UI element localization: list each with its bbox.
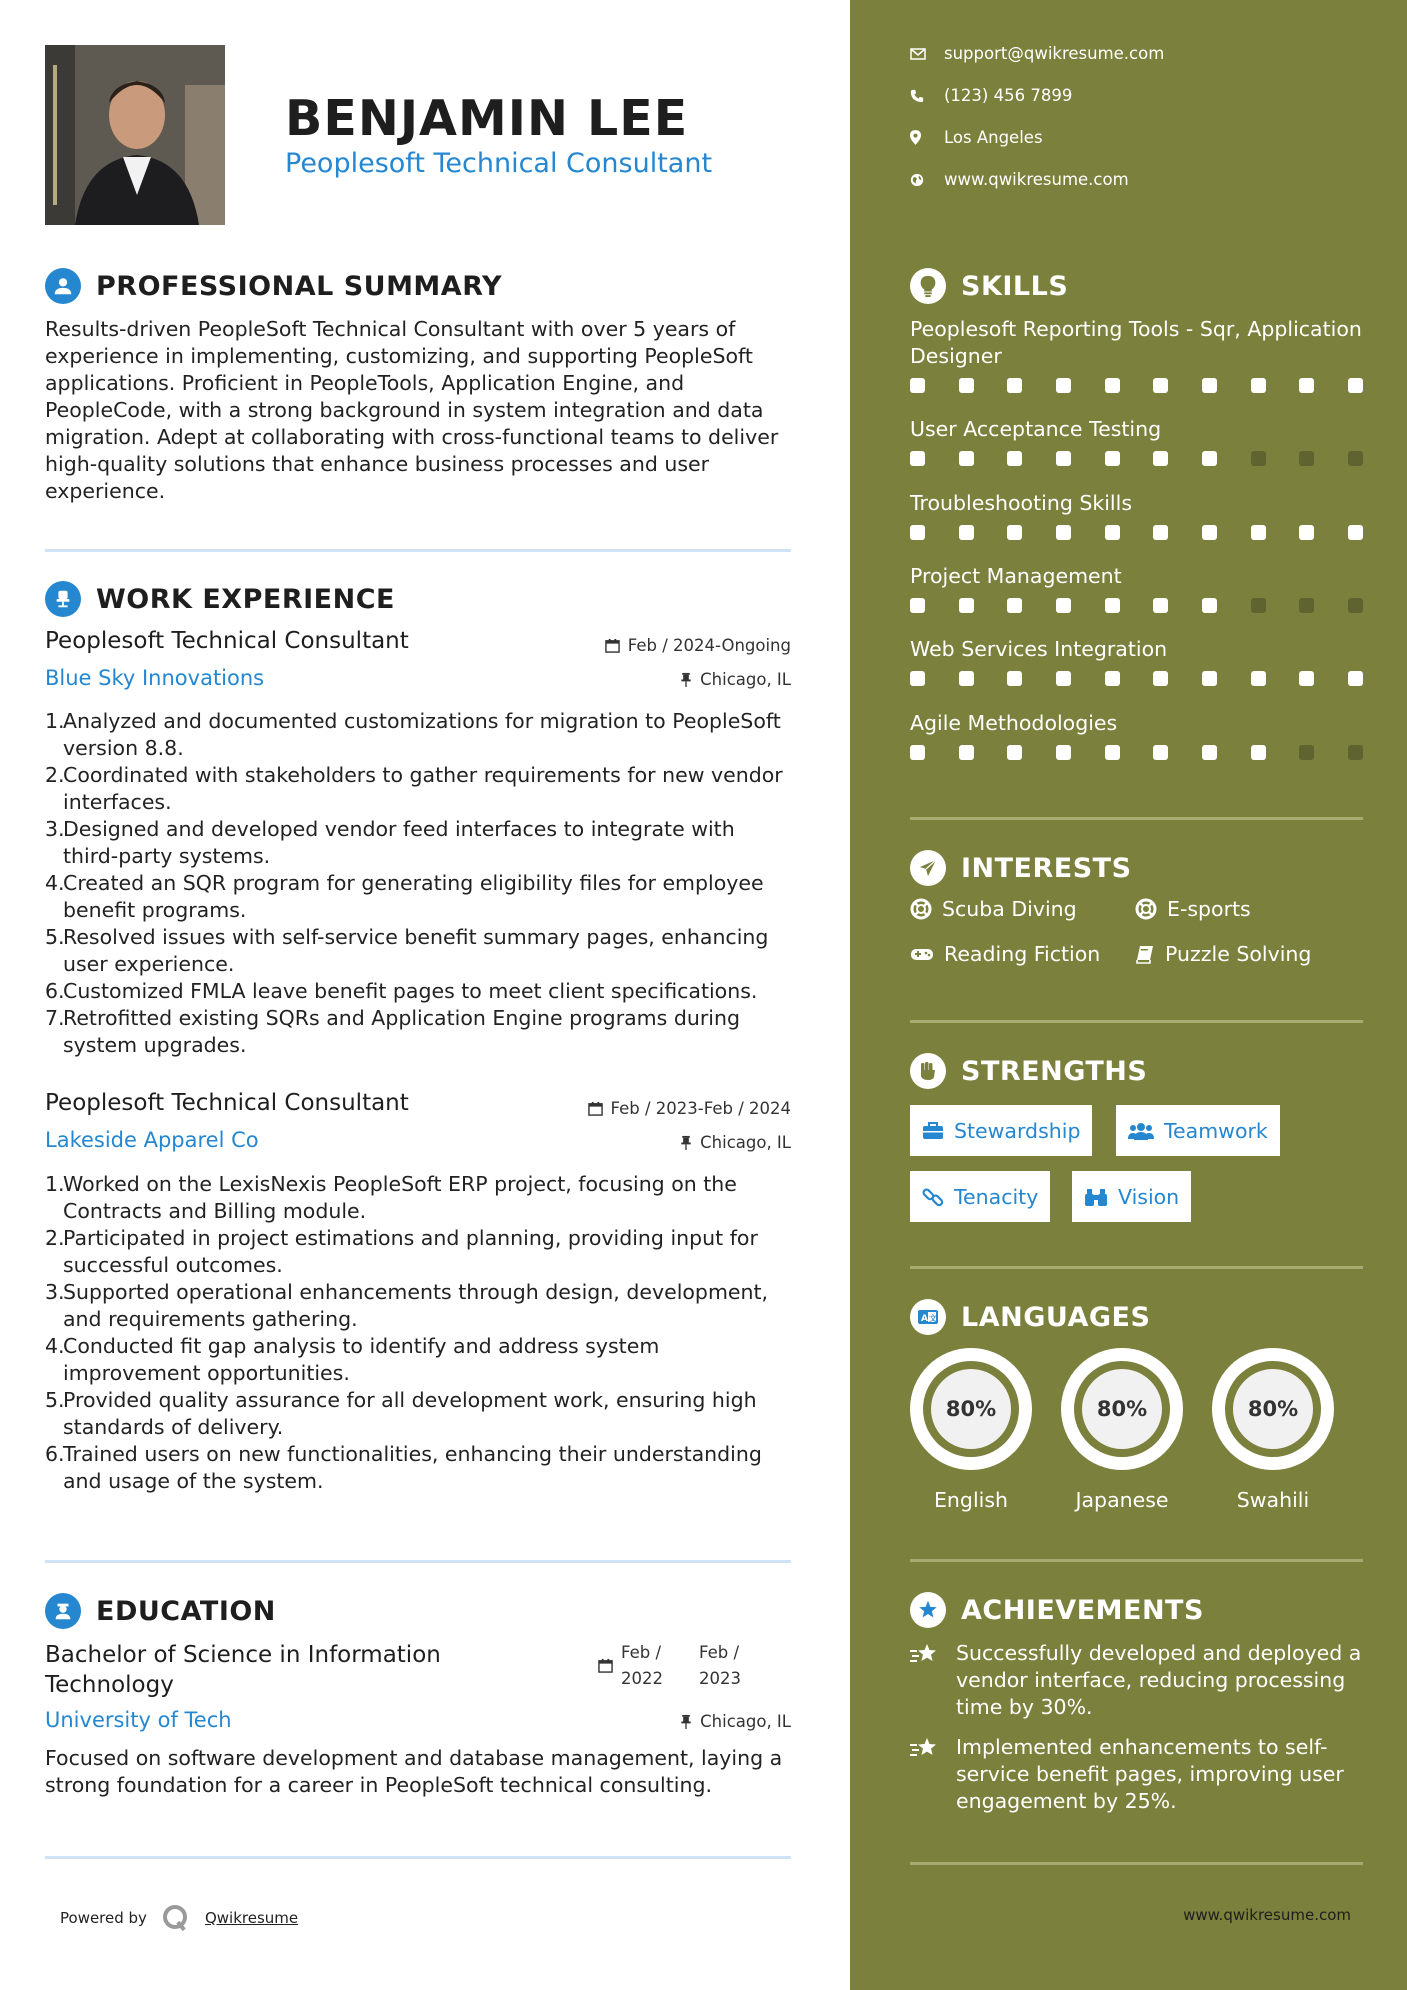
star-badge-icon bbox=[910, 1592, 946, 1628]
rating-dot-filled bbox=[1153, 598, 1168, 613]
list-item: 5. Provided quality assurance for all development work, ensuring high standards of delivery. bbox=[45, 1388, 757, 1439]
degree-title: Bachelor of Science in Information Technology bbox=[45, 1642, 441, 1698]
contact-phone-text: (123) 456 7899 bbox=[944, 86, 1073, 105]
rating-dot-filled bbox=[1202, 598, 1217, 613]
rating-dot-filled bbox=[1007, 598, 1022, 613]
rating-dot-empty bbox=[1348, 745, 1363, 760]
language-name: Swahili bbox=[1236, 1488, 1310, 1512]
candidate-title: Peoplesoft Technical Consultant bbox=[285, 148, 713, 179]
language-progress-ring bbox=[910, 1348, 1032, 1470]
rating-dot-filled bbox=[959, 745, 974, 760]
education-location bbox=[680, 1712, 791, 1731]
language-percent: 80% bbox=[1233, 1369, 1313, 1449]
powered-by bbox=[60, 1903, 298, 1933]
calendar-icon bbox=[588, 1101, 603, 1116]
rating-dot-empty bbox=[1251, 451, 1266, 466]
user-icon bbox=[45, 268, 81, 304]
skill-rating bbox=[910, 525, 1363, 540]
skill-rating bbox=[910, 378, 1363, 393]
skill-name: Agile Methodologies bbox=[910, 711, 1118, 735]
rating-dot-filled bbox=[910, 745, 925, 760]
pin-icon bbox=[680, 1714, 692, 1729]
rating-dot-filled bbox=[1105, 525, 1120, 540]
rating-dot-filled bbox=[1251, 745, 1266, 760]
rating-dot-filled bbox=[1348, 525, 1363, 540]
rating-dot-filled bbox=[1251, 378, 1266, 393]
rating-dot-empty bbox=[1251, 598, 1266, 613]
profile-photo bbox=[45, 45, 225, 225]
language-progress-ring bbox=[1061, 1348, 1183, 1470]
phone-icon bbox=[910, 89, 944, 103]
translate-icon bbox=[910, 1299, 946, 1335]
rating-dot-filled bbox=[1202, 745, 1217, 760]
section-divider bbox=[910, 1020, 1363, 1023]
skill-item bbox=[910, 490, 1370, 540]
achievement-text: Implemented enhancements to self-service benefit pages, improving user engagement by 25%. bbox=[956, 1735, 1344, 1813]
rating-dot-filled bbox=[1348, 378, 1363, 393]
list-item: 1. Worked on the LexisNexis PeopleSoft ERP project, focusing on the Contracts and Billing module. bbox=[45, 1172, 737, 1223]
languages-heading bbox=[910, 1299, 1150, 1335]
job-title: Peoplesoft Technical Consultant bbox=[45, 628, 409, 654]
strength-badge bbox=[910, 1105, 1092, 1156]
skills-title: SKILLS bbox=[961, 270, 1069, 302]
experience-heading bbox=[45, 581, 395, 617]
qwikresume-link[interactable]: Qwikresume bbox=[204, 1909, 299, 1927]
rating-dot-filled bbox=[1348, 671, 1363, 686]
rating-dot-filled bbox=[1056, 671, 1071, 686]
contact-website-text: www.qwikresume.com bbox=[944, 170, 1129, 189]
contact-email-text: support@qwikresume.com bbox=[944, 44, 1165, 63]
interest-item bbox=[1135, 942, 1311, 966]
rating-dot-filled bbox=[1202, 451, 1217, 466]
list-item: 3. Supported operational enhancements through design, development, and requirements gathering. bbox=[45, 1280, 769, 1331]
achievements-heading bbox=[910, 1592, 1204, 1628]
fist-icon bbox=[910, 1053, 946, 1089]
graduate-icon bbox=[45, 1593, 81, 1629]
rating-dot-empty bbox=[1299, 598, 1314, 613]
rating-dot-filled bbox=[910, 451, 925, 466]
life-ring-icon bbox=[910, 898, 932, 920]
rating-dot-filled bbox=[1299, 525, 1314, 540]
skill-item bbox=[910, 416, 1370, 466]
globe-icon bbox=[910, 173, 944, 187]
qwikresume-logo-icon bbox=[161, 1903, 191, 1933]
rating-dot-filled bbox=[1007, 671, 1022, 686]
skill-name: Peoplesoft Reporting Tools - Sqr, Application Designer bbox=[910, 317, 1362, 368]
language-progress-ring bbox=[1212, 1348, 1334, 1470]
education-start-date: Feb / 2022 bbox=[621, 1643, 663, 1688]
company-name: Lakeside Apparel Co bbox=[45, 1128, 259, 1152]
job-dates bbox=[605, 636, 791, 655]
skill-name: Web Services Integration bbox=[910, 637, 1168, 661]
sidebar bbox=[850, 0, 1407, 1990]
rating-dot-filled bbox=[1007, 525, 1022, 540]
briefcase-icon bbox=[922, 1122, 944, 1140]
education-title: EDUCATION bbox=[96, 1595, 276, 1627]
achievement-item bbox=[910, 1640, 1370, 1721]
rating-dot-filled bbox=[1105, 378, 1120, 393]
achievements-title: ACHIEVEMENTS bbox=[961, 1594, 1204, 1626]
experience-title: WORK EXPERIENCE bbox=[96, 583, 395, 615]
job-location bbox=[680, 670, 791, 689]
rating-dot-filled bbox=[1007, 451, 1022, 466]
education-description: Focused on software development and database management, laying a strong foundation for a career in PeopleSoft technical consulting. bbox=[45, 1746, 783, 1797]
skill-item bbox=[910, 563, 1370, 613]
contact-email bbox=[910, 44, 1164, 63]
shooting-star-icon bbox=[910, 1640, 956, 1721]
rating-dot-filled bbox=[1251, 671, 1266, 686]
skill-rating bbox=[910, 745, 1363, 760]
list-item: 2. Participated in project estimations and planning, providing input for successful outcomes. bbox=[45, 1226, 758, 1277]
section-divider bbox=[45, 549, 791, 552]
rating-dot-filled bbox=[959, 598, 974, 613]
job-duties-list bbox=[45, 708, 795, 1059]
skills-heading bbox=[910, 268, 1068, 304]
footer-site[interactable]: www.qwikresume.com bbox=[1183, 1906, 1351, 1924]
users-icon bbox=[1128, 1122, 1154, 1140]
interest-label: Scuba Diving bbox=[942, 897, 1077, 921]
chair-icon bbox=[45, 581, 81, 617]
interests-heading bbox=[910, 850, 1132, 886]
achievement-item bbox=[910, 1734, 1370, 1815]
rating-dot-empty bbox=[1348, 451, 1363, 466]
rating-dot-filled bbox=[1299, 378, 1314, 393]
interest-label: Reading Fiction bbox=[944, 942, 1101, 966]
education-dates bbox=[598, 1640, 769, 1692]
list-item: 6. Trained users on new functionalities, enhancing their understanding and usage of the system. bbox=[45, 1442, 762, 1493]
strengths-heading bbox=[910, 1053, 1147, 1089]
rating-dot-empty bbox=[1299, 745, 1314, 760]
life-ring-icon bbox=[1135, 898, 1157, 920]
rating-dot-filled bbox=[1056, 525, 1071, 540]
svg-text:A: A bbox=[921, 1314, 928, 1324]
rating-dot-filled bbox=[1056, 745, 1071, 760]
list-item: 5. Resolved issues with self-service benefit summary pages, enhancing user experience. bbox=[45, 925, 769, 976]
gamepad-icon bbox=[910, 946, 934, 962]
strength-label: Tenacity bbox=[954, 1184, 1039, 1209]
rating-dot-filled bbox=[1153, 378, 1168, 393]
interest-item bbox=[910, 942, 1100, 966]
contact-location-text: Los Angeles bbox=[944, 128, 1043, 147]
rating-dot-filled bbox=[1153, 745, 1168, 760]
rating-dot-filled bbox=[1202, 378, 1217, 393]
job-dates-text: Feb / 2024-Ongoing bbox=[627, 636, 791, 655]
list-item: 4. Created an SQR program for generating eligibility files for employee benefit programs. bbox=[45, 871, 764, 922]
skill-rating bbox=[910, 451, 1363, 466]
section-divider bbox=[910, 1559, 1363, 1562]
rating-dot-filled bbox=[1299, 671, 1314, 686]
job-dates-text: Feb / 2023-Feb / 2024 bbox=[610, 1099, 791, 1118]
envelope-icon bbox=[910, 48, 944, 60]
languages-title: LANGUAGES bbox=[961, 1301, 1151, 1333]
svg-text:文: 文 bbox=[929, 1314, 937, 1323]
interest-item bbox=[1135, 897, 1251, 921]
language-item bbox=[1212, 1348, 1334, 1512]
rating-dot-filled bbox=[1202, 525, 1217, 540]
rating-dot-filled bbox=[910, 525, 925, 540]
language-percent: 80% bbox=[931, 1369, 1011, 1449]
list-item: 4. Conducted fit gap analysis to identify and address system improvement opportunities. bbox=[45, 1334, 660, 1385]
rating-dot-filled bbox=[1105, 598, 1120, 613]
rating-dot-filled bbox=[1056, 451, 1071, 466]
rating-dot-filled bbox=[1105, 671, 1120, 686]
summary-text: Results-driven PeopleSoft Technical Consultant with over 5 years of experience in implementing, customizing, and supporting PeopleSoft applications. Proficient in PeopleTools, Application Engine, and PeopleCode, with a strong background in system integration and data migration. Adept at collaborating with cross-functional teams to deliver high-quality solutions that enhance business processes and user experience. bbox=[45, 317, 779, 503]
rating-dot-filled bbox=[1056, 598, 1071, 613]
rating-dot-filled bbox=[910, 598, 925, 613]
list-item: 2. Coordinated with stakeholders to gather requirements for new vendor interfaces. bbox=[45, 763, 783, 814]
summary-heading bbox=[45, 268, 502, 304]
job-duties-list bbox=[45, 1171, 795, 1495]
skill-item bbox=[910, 636, 1370, 686]
rating-dot-filled bbox=[1153, 451, 1168, 466]
skill-rating bbox=[910, 671, 1363, 686]
contact-location bbox=[910, 128, 1043, 147]
education-location-text: Chicago, IL bbox=[700, 1712, 791, 1731]
skill-rating bbox=[910, 598, 1363, 613]
interest-label: Puzzle Solving bbox=[1165, 942, 1312, 966]
rating-dot-filled bbox=[1251, 525, 1266, 540]
list-item: 3. Designed and developed vendor feed interfaces to integrate with third-party systems. bbox=[45, 817, 735, 868]
company-name: Blue Sky Innovations bbox=[45, 666, 265, 690]
paper-plane-icon bbox=[910, 850, 946, 886]
strength-badge bbox=[910, 1171, 1050, 1222]
calendar-icon bbox=[605, 638, 620, 653]
binoculars-icon bbox=[1084, 1187, 1108, 1207]
strength-label: Stewardship bbox=[954, 1118, 1081, 1143]
language-name: English bbox=[933, 1488, 1009, 1512]
school-name: University of Tech bbox=[45, 1708, 232, 1732]
section-divider bbox=[45, 1856, 791, 1859]
contact-website bbox=[910, 170, 1129, 189]
language-item bbox=[910, 1348, 1032, 1512]
interests-title: INTERESTS bbox=[961, 852, 1132, 884]
book-icon bbox=[1135, 944, 1155, 964]
rating-dot-filled bbox=[910, 671, 925, 686]
rating-dot-filled bbox=[1105, 451, 1120, 466]
job-location bbox=[680, 1133, 791, 1152]
summary-title: PROFESSIONAL SUMMARY bbox=[96, 270, 503, 302]
list-item: 6. Customized FMLA leave benefit pages to meet client specifications. bbox=[45, 979, 758, 1003]
language-name: Japanese bbox=[1075, 1488, 1169, 1512]
lightbulb-icon bbox=[910, 268, 946, 304]
list-item: 1. Analyzed and documented customizations for migration to PeopleSoft version 8.8. bbox=[45, 709, 781, 760]
achievement-text: Successfully developed and deployed a vendor interface, reducing processing time by 30%. bbox=[956, 1641, 1362, 1719]
rating-dot-filled bbox=[1007, 745, 1022, 760]
strength-label: Vision bbox=[1118, 1184, 1180, 1209]
education-end-date: Feb / 2023 bbox=[699, 1643, 741, 1688]
strength-badge bbox=[1072, 1171, 1191, 1222]
interest-item bbox=[910, 897, 1077, 921]
rating-dot-filled bbox=[959, 671, 974, 686]
rating-dot-empty bbox=[1299, 451, 1314, 466]
section-divider bbox=[910, 817, 1363, 820]
skill-item bbox=[910, 710, 1370, 760]
job-location-text: Chicago, IL bbox=[700, 1133, 791, 1152]
section-divider bbox=[910, 1266, 1363, 1269]
map-marker-icon bbox=[910, 130, 944, 145]
skill-name: Project Management bbox=[910, 564, 1122, 588]
powered-by-label: Powered by bbox=[60, 1909, 147, 1927]
rating-dot-filled bbox=[910, 378, 925, 393]
section-divider bbox=[45, 1560, 791, 1563]
calendar-icon bbox=[598, 1658, 613, 1673]
section-divider bbox=[910, 1862, 1363, 1865]
shooting-star-icon bbox=[910, 1734, 956, 1815]
rating-dot-filled bbox=[1007, 378, 1022, 393]
skill-name: User Acceptance Testing bbox=[910, 417, 1162, 441]
strength-badge bbox=[1116, 1105, 1280, 1156]
skill-item bbox=[910, 316, 1370, 393]
rating-dot-filled bbox=[1105, 745, 1120, 760]
language-percent: 80% bbox=[1082, 1369, 1162, 1449]
strength-label: Teamwork bbox=[1164, 1118, 1268, 1143]
rating-dot-filled bbox=[1202, 671, 1217, 686]
job-location-text: Chicago, IL bbox=[700, 670, 791, 689]
rating-dot-filled bbox=[1153, 525, 1168, 540]
pin-icon bbox=[680, 1135, 692, 1150]
contact-phone bbox=[910, 86, 1072, 105]
skill-name: Troubleshooting Skills bbox=[910, 491, 1133, 515]
job-dates bbox=[588, 1099, 791, 1118]
rating-dot-filled bbox=[959, 378, 974, 393]
language-item bbox=[1061, 1348, 1183, 1512]
rating-dot-empty bbox=[1348, 598, 1363, 613]
candidate-name: BENJAMIN LEE bbox=[285, 90, 689, 147]
list-item: 7. Retrofitted existing SQRs and Application Engine programs during system upgrades. bbox=[45, 1006, 740, 1057]
interest-label: E-sports bbox=[1167, 897, 1251, 921]
rating-dot-filled bbox=[1056, 378, 1071, 393]
rating-dot-filled bbox=[959, 451, 974, 466]
rating-dot-filled bbox=[959, 525, 974, 540]
rating-dot-filled bbox=[1153, 671, 1168, 686]
link-icon bbox=[922, 1186, 944, 1208]
strengths-title: STRENGTHS bbox=[961, 1055, 1148, 1087]
pin-icon bbox=[680, 672, 692, 687]
education-heading bbox=[45, 1593, 276, 1629]
job-title: Peoplesoft Technical Consultant bbox=[45, 1090, 409, 1116]
